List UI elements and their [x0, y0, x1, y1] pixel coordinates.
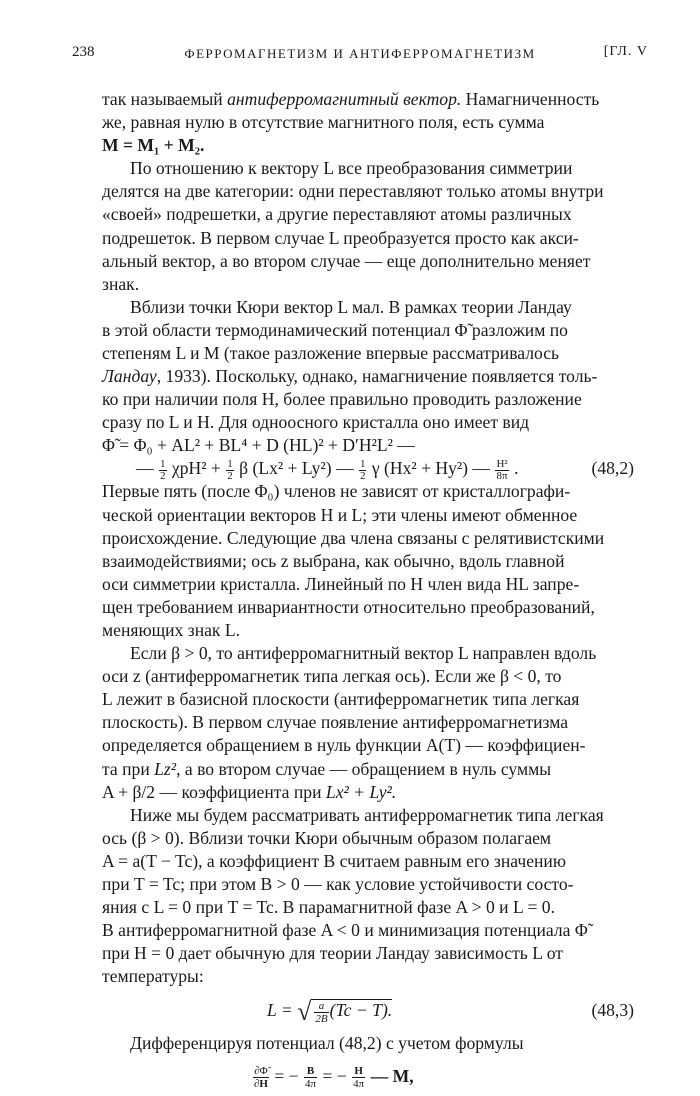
text-line: ось (β > 0). Вблизи точки Кюри обычным образом полагаем — [102, 827, 552, 848]
equation-number: (48,2) — [591, 458, 634, 479]
text-line: В антиферромагнитной фазе A < 0 и минимизация потенциала Φ̃ — [102, 920, 588, 941]
equation-48-2-line2: — $\frac{1}{2}$ χpH² + $\frac{1}{2}$ β (Lx² + Ly²) — $\frac{1}{2}$ γ (Hx² + Hy²) — $\frac{\text{H²}}{8\pi}$ . (48,2) — [136, 457, 634, 482]
chapter-label: [ГЛ. V — [603, 44, 648, 59]
text-line: же, равная нулю в отсутствие магнитного поля, есть сумма — [102, 112, 545, 133]
text-line: происхождение. Следующие два члена связаны с релятивистскими — [102, 527, 605, 548]
text-line: Дифференцируя потенциал (48,2) с учетом формулы — [130, 1033, 524, 1054]
running-title: ФЕРРОМАГНЕТИЗМ И АНТИФЕРРОМАГНЕТИЗМ — [184, 46, 536, 61]
text-line: щен требованием инвариантности относительно преобразований, — [102, 596, 595, 617]
text-line: степеням L и M (такое разложение впервые рассматривалось — [102, 343, 560, 364]
text-line: A + β/2 — коэффициента при Lx² + Ly². — [102, 781, 397, 802]
equation-number: (48,3) — [591, 1000, 634, 1021]
text-line: альный вектор, а во втором случае — еще дополнительно меняет — [102, 250, 591, 271]
text-line: сразу по L и H. Для одноосного кристалла оно имеет вид — [102, 412, 530, 433]
equation-48-2-line1: Φ̃ = Φ₀ + AL² + BL⁴ + D (HL)² + D′H²L² — — [102, 435, 415, 456]
text-line: ко при наличии поля H, более правильно проводить разложение — [102, 389, 582, 410]
text-line: Если β > 0, то антиферромагнитный вектор L направлен вдоль — [130, 643, 597, 664]
text-line: Ландау, 1933). Поскольку, однако, намагничение появляется толь- — [102, 366, 598, 387]
text-line: при T = Tc; при этом B > 0 — как условие устойчивости состо- — [102, 874, 574, 894]
text-line: оси z (антиферромагнетик типа легкая ось). Если же β < 0, то — [102, 666, 562, 687]
text-line: плоскость). В первом случае появление антиферромагнетизма — [102, 712, 569, 733]
text-line: По отношению к вектору L все преобразования симметрии — [130, 158, 573, 179]
text-line: Вблизи точки Кюри вектор L мал. В рамках теории Ландау — [130, 296, 572, 317]
text-line: так называемый антиферромагнитный вектор. Намагниченность — [102, 89, 600, 109]
text-line: Ниже мы будем рассматривать антиферромагнетик типа легкая — [130, 804, 604, 825]
text-line: знак. — [102, 273, 140, 294]
text-line: определяется обращением в нуль функции A(T) — коэффициен- — [102, 735, 586, 756]
text-line: при H = 0 дает обычную для теории Ландау зависимость L от — [102, 943, 563, 964]
text-line: в этой области термодинамический потенциал Φ̃ разложим по — [102, 319, 568, 340]
page-body — [102, 88, 634, 1096]
equation-48-4: $\frac{\partial\Phĩ}{\partial H}$ = − $\frac{B}{4\pi}$ = − $\frac{H}{4\pi}$ — M, — [254, 1065, 414, 1091]
page-header — [72, 44, 648, 68]
text-line: взаимодействиями; ось z выбрана, как обычно, вдоль главной — [102, 550, 565, 571]
equation-48-3: L = √ $\frac{a}{2B}$ (Tc − T). (48,3) — [102, 988, 634, 1032]
text-line: «своей» подрешетки, а другие переставляют атомы различных — [102, 204, 572, 225]
text-line: меняющих знак L. — [102, 619, 241, 640]
text-line: A = a(T − Tc), а коэффициент B считаем равным его значению — [102, 850, 566, 871]
text-line: L лежит в базисной плоскости (антиферромагнетик типа легкая — [102, 689, 580, 710]
text-line: делятся на две категории: одни переставляют только атомы внутри — [102, 181, 604, 202]
text-line: оси симметрии кристалла. Линейный по H член вида HL запре- — [102, 573, 580, 594]
text-line: яния с L = 0 при T = Tc. В парамагнитной фазе A > 0 и L = 0. — [102, 897, 555, 918]
page-number: 238 — [72, 44, 95, 60]
text-line: Первые пять (после Φ₀) членов не зависят от кристаллографи- — [102, 481, 571, 502]
text-line: подрешеток. В первом случае L преобразуется просто как акси- — [102, 227, 579, 248]
sum-equation: M = M₁ + M₂. — [102, 135, 205, 156]
text-line: температуры: — [102, 966, 204, 987]
text-line: ческой ориентации векторов H и L; эти члены имеют обменное — [102, 504, 578, 525]
text-line: та при Lz², а во втором случае — обращением в нуль суммы — [102, 758, 552, 779]
